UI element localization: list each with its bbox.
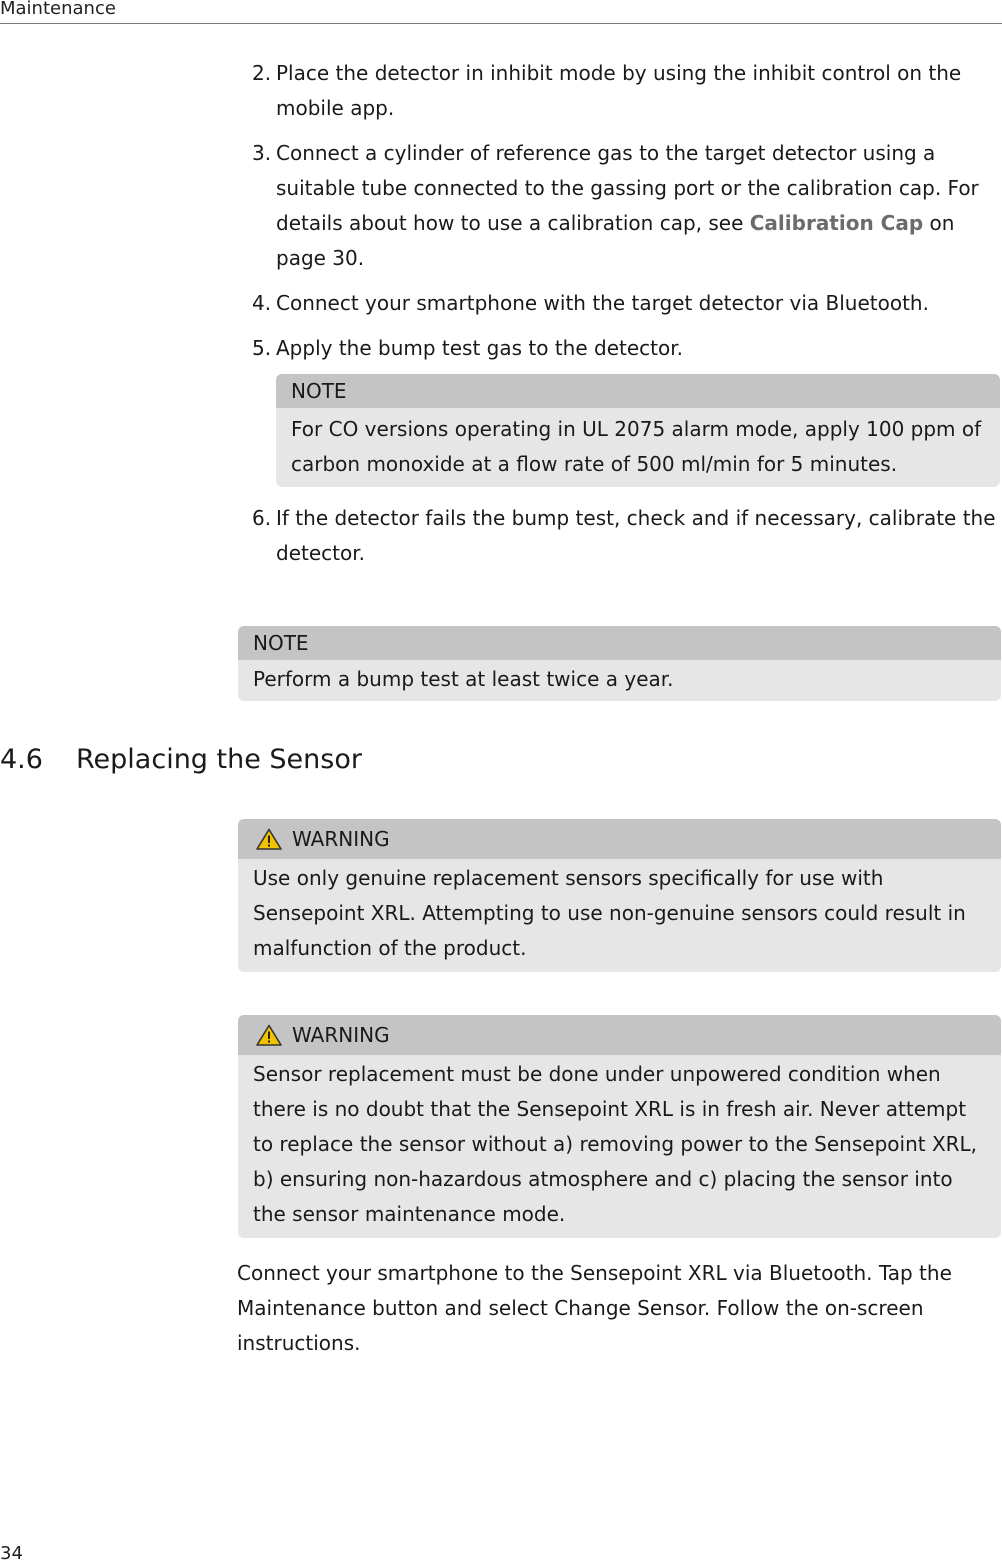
header-rule [0, 23, 1002, 24]
step-5 [238, 331, 1002, 366]
bump-test-note [238, 626, 1001, 701]
warning-triangle-icon [256, 828, 282, 850]
step-number: 6. [252, 506, 272, 530]
section-heading [0, 744, 362, 775]
step-text: If the detector fails the bump test, check and if necessary, calibrate the detector. [276, 506, 996, 565]
inline-note [276, 374, 1000, 487]
note-text: Perform a bump test at least twice a year. [253, 667, 674, 691]
note-label: NOTE [276, 374, 1000, 408]
running-header: Maintenance [0, 0, 116, 19]
note-label: NOTE [238, 626, 1001, 660]
step-text: Apply the bump test gas to the detector. [276, 336, 683, 360]
step-number: 2. [252, 61, 272, 85]
step-text: Connect a cylinder of reference gas to the target detector using a suitable tube connected to the gassing port or the calibration cap. For details about how to use a calibration cap, see Calibration Cap on page 30. [276, 141, 979, 270]
warning-text: Sensor replacement must be done under unpowered condition when there is no doubt that the Sensepoint XRL is in fresh air. Never attempt to replace the sensor without a) removing power to the Sensepoint XRL, b) ensuring non-hazardous atmosphere and c) placing the sensor into the sensor maintenance mode. [253, 1062, 978, 1226]
step-2 [238, 56, 1002, 126]
note-text: For CO versions operating in UL 2075 alarm mode, apply 100 ppm of carbon monoxide at a flow rate of 500 ml/min for 5 minutes. [291, 417, 982, 476]
step-text: Connect your smartphone with the target detector via Bluetooth. [276, 291, 929, 315]
instruction-paragraph: Connect your smartphone to the Sensepoint XRL via Bluetooth. Tap the Maintenance button and select Change Sensor. Follow the on-screen instructions. [237, 1261, 952, 1355]
page-number: 34 [0, 1543, 23, 1564]
step-number: 3. [252, 141, 272, 165]
section-number: 4.6 [0, 744, 43, 775]
procedure-steps [238, 56, 1002, 581]
warning-label: WARNING [292, 1023, 390, 1047]
section-title: Replacing the Sensor [76, 744, 362, 775]
warning-unpowered-replacement [238, 1015, 1001, 1238]
warning-triangle-icon [256, 1024, 282, 1046]
step-3 [238, 136, 1002, 276]
warning-label: WARNING [292, 827, 390, 851]
warning-text: Use only genuine replacement sensors specifically for use with Sensepoint XRL. Attempting to use non-genuine sensors could result in malfunction of the product. [253, 866, 966, 960]
step-text: Place the detector in inhibit mode by using the inhibit control on the mobile app. [276, 61, 962, 120]
warning-genuine-sensors [238, 819, 1001, 972]
step-6 [238, 501, 1002, 571]
warning-header [238, 1015, 1001, 1055]
calibration-cap-link[interactable]: Calibration Cap [749, 211, 924, 235]
warning-header [238, 819, 1001, 859]
step-4 [238, 286, 1002, 321]
step-number: 5. [252, 336, 272, 360]
step-number: 4. [252, 291, 272, 315]
